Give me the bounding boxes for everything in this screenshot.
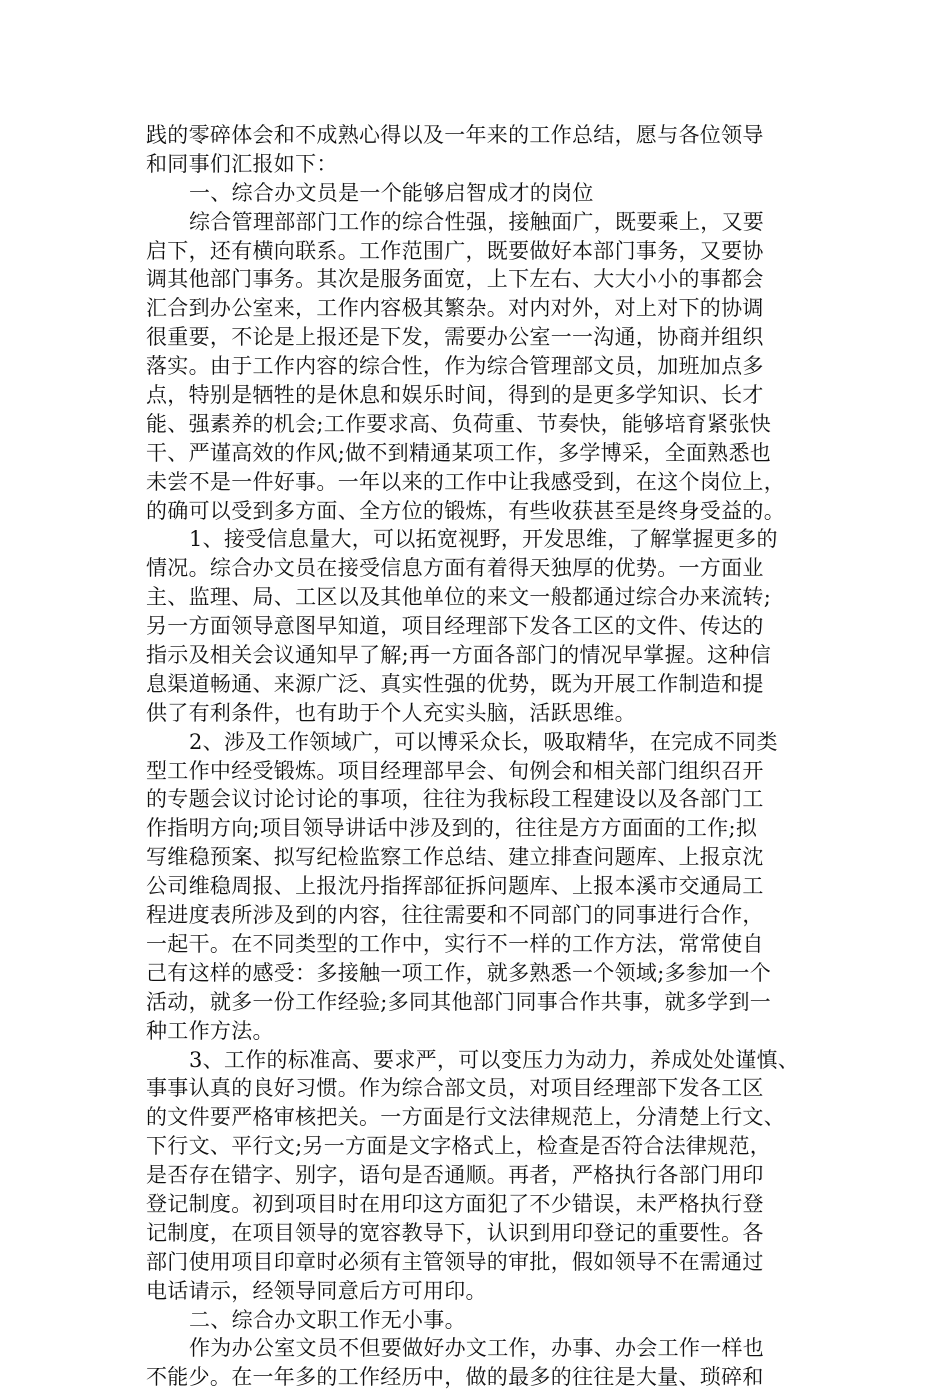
text-line: 很重要，不论是上报还是下发，需要办公室一一沟通，协商并组织: [146, 325, 764, 350]
text-line: 的专题会议讨论讨论的事项，往往为我标段工程建设以及各部门工: [146, 787, 764, 812]
text-line: 汇合到办公室来，工作内容极其繁杂。对内对外，对上对下的协调: [146, 296, 764, 321]
text-line: 主、监理、局、工区以及其他单位的来文一般都通过综合办来流转;: [146, 585, 772, 610]
text-line: 型工作中经受锻炼。项目经理部早会、旬例会和相关部门组织召开: [146, 758, 764, 783]
text-line: 公司维稳周报、上报沈丹指挥部征拆问题库、上报本溪市交通局工: [146, 874, 764, 899]
text-line: 是否存在错字、别字，语句是否通顺。再者，严格执行各部门用印: [146, 1163, 764, 1188]
text-line: 活动，就多一份工作经验;多同其他部门同事合作共事，就多学到一: [146, 989, 772, 1014]
text-line: 下行文、平行文;另一方面是文字格式上，检查是否符合法律规范，: [146, 1134, 772, 1159]
text-line: 写维稳预案、拟写纪检监察工作总结、建立排查问题库、上报京沈: [146, 845, 764, 870]
text-line: 的文件要严格审核把关。一方面是行文法律规范上，分清楚上行文、: [146, 1105, 785, 1130]
document-body: [146, 121, 826, 1392]
text-line: 情况。综合办文员在接受信息方面有着得天独厚的优势。一方面业: [146, 556, 764, 581]
text-line: 种工作方法。: [146, 1018, 274, 1043]
text-line: 一起干。在不同类型的工作中，实行不一样的工作方法，常常使自: [146, 931, 764, 956]
text-line: 践的零碎体会和不成熟心得以及一年来的工作总结，愿与各位领导: [146, 123, 764, 147]
text-line: 作为办公室文员不但要做好办文工作，办事、办会工作一样也: [189, 1336, 765, 1361]
text-line: 供了有利条件，也有助于个人充实头脑，活跃思维。: [146, 700, 636, 725]
text-line: 干、严谨高效的作风;做不到精通某项工作，多学博采，全面熟悉也: [146, 440, 772, 465]
text-line: 己有这样的感受：多接触一项工作，就多熟悉一个领域;多参加一个: [146, 960, 772, 985]
text-line: 和同事们汇报如下：: [146, 151, 338, 176]
text-line: 能、强素养的机会;工作要求高、负荷重、节奏快，能够培育紧张快: [146, 411, 772, 436]
text-line: 另一方面领导意图早知道，项目经理部下发各工区的文件、传达的: [146, 614, 764, 639]
text-line: 1、接受信息量大，可以拓宽视野，开发思维，了解掌握更多的: [189, 527, 778, 552]
text-line: 作指明方向;项目领导讲话中涉及到的，往往是方方面面的工作;拟: [146, 816, 758, 841]
text-line: 未尝不是一件好事。一年以来的工作中让我感受到，在这个岗位上，: [146, 469, 785, 494]
text-line: 不能少。在一年多的工作经历中，做的最多的往往是大量、琐碎和: [146, 1365, 764, 1390]
text-line: 息渠道畅通、来源广泛、真实性强的优势，既为开展工作制造和提: [146, 671, 764, 696]
text-line: 综合管理部部门工作的综合性强，接触面广，既要乘上，又要: [189, 209, 765, 234]
text-line: 一、综合办文员是一个能够启智成才的岗位: [189, 180, 594, 205]
text-line: 部门使用项目印章时必须有主管领导的审批，假如领导不在需通过: [146, 1249, 764, 1274]
text-line: 事事认真的良好习惯。作为综合部文员，对项目经理部下发各工区: [146, 1076, 764, 1101]
text-line: 调其他部门事务。其次是服务面宽，上下左右、大大小小的事都会: [146, 267, 764, 292]
text-line: 2、涉及工作领域广，可以博采众长，吸取精华，在完成不同类: [189, 729, 778, 754]
text-line: 程进度表所涉及到的内容，往往需要和不同部门的同事进行合作，: [146, 903, 764, 928]
text-line: 记制度，在项目领导的宽容教导下，认识到用印登记的重要性。各: [146, 1220, 764, 1245]
text-line: 3、工作的标准高、要求严，可以变压力为动力，养成处处谨慎、: [189, 1047, 800, 1072]
text-line: 落实。由于工作内容的综合性，作为综合管理部文员，加班加点多: [146, 354, 764, 379]
text-line: 二、综合办文职工作无小事。: [189, 1307, 466, 1332]
text-line: 登记制度。初到项目时在用印这方面犯了不少错误，未严格执行登: [146, 1191, 764, 1216]
text-line: 点，特别是牺牲的是休息和娱乐时间，得到的是更多学知识、长才: [146, 383, 764, 408]
text-line: 指示及相关会议通知早了解;再一方面各部门的情况早掌握。这种信: [146, 643, 772, 668]
text-line: 的确可以受到多方面、全方位的锻炼，有些收获甚至是终身受益的。: [146, 498, 785, 523]
text-line: 电话请示，经领导同意后方可用印。: [146, 1278, 487, 1303]
text-line: 启下，还有横向联系。工作范围广，既要做好本部门事务，又要协: [146, 238, 764, 263]
